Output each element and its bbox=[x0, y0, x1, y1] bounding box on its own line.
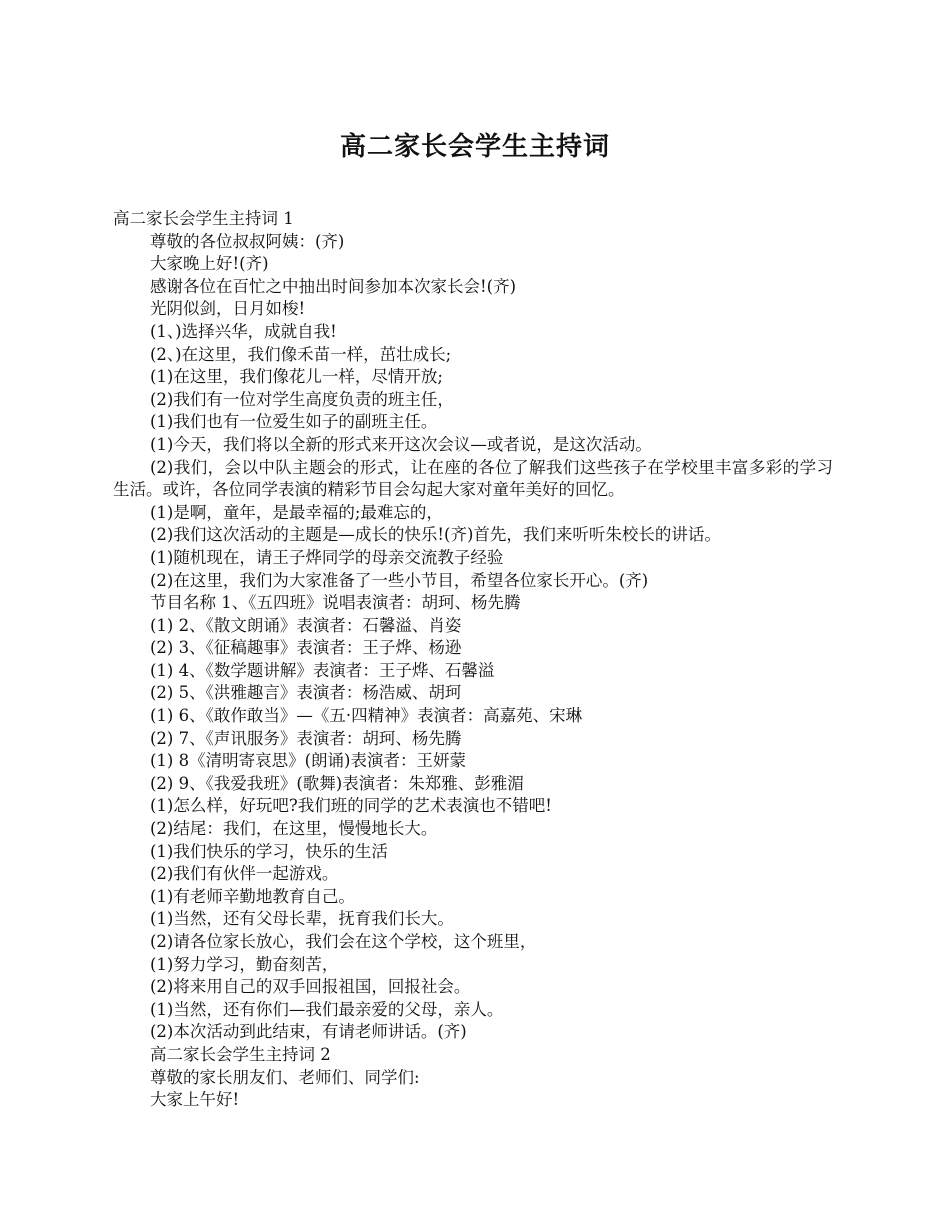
paragraph: (1) 2、《散文朗诵》表演者：石馨溢、肖姿 bbox=[150, 615, 462, 635]
paragraph: 感谢各位在百忙之中抽出时间参加本次家长会!(齐) bbox=[150, 276, 517, 296]
paragraph: (2)我们，会以中队主题会的形式，让在座的各位了解我们这些孩子在学校里丰富多彩的学习生活。或许，各位同学表演的精彩节目会勾起大家对童年美好的回忆。 bbox=[113, 457, 833, 500]
paragraph: (1)我们快乐的学习，快乐的生活 bbox=[150, 841, 388, 861]
paragraph: (2)我们有一位对学生高度负责的班主任， bbox=[150, 389, 454, 409]
paragraph: (2) 5、《洪雅趣言》表演者：杨浩威、胡珂 bbox=[150, 683, 462, 703]
paragraph: (2、)在这里，我们像禾苗一样，茁壮成长; bbox=[150, 344, 452, 364]
paragraph: (1)随机现在，请王子烨同学的母亲交流教子经验 bbox=[150, 547, 504, 567]
paragraph: 尊敬的各位叔叔阿姨：(齐) bbox=[150, 231, 345, 251]
paragraph: (1) 8《清明寄哀思》(朗诵)表演者：王妍蒙 bbox=[150, 751, 466, 771]
paragraph: (1)努力学习，勤奋刻苦， bbox=[150, 954, 339, 974]
paragraph: (2)结尾：我们，在这里，慢慢地长大。 bbox=[150, 819, 438, 839]
paragraph: (2) 7、《声讯服务》表演者：胡珂、杨先腾 bbox=[150, 728, 462, 748]
paragraph: (2) 9、《我爱我班》(歌舞)表演者：朱郑雅、彭雅湄 bbox=[150, 773, 524, 793]
paragraph: 尊敬的家长朋友们、老师们、同学们: bbox=[150, 1067, 420, 1087]
paragraph: 大家晚上好!(齐) bbox=[150, 254, 269, 274]
page-title: 高二家长会学生主持词 bbox=[339, 132, 610, 163]
document-body bbox=[113, 208, 833, 1112]
paragraph: (1)当然，还有父母长辈，抚育我们长大。 bbox=[150, 909, 454, 929]
paragraph: (2)请各位家长放心，我们会在这个学校，这个班里， bbox=[150, 932, 537, 951]
paragraph: (1) 4、《数学题讲解》表演者：王子烨、石馨溢 bbox=[150, 660, 495, 680]
paragraph: (1) 6、《敢作敢当》—《五·四精神》表演者：高嘉苑、宋琳 bbox=[150, 706, 583, 726]
paragraph: (2)我们这次活动的主题是—成长的快乐!(齐)首先，我们来听听朱校长的讲话。 bbox=[150, 525, 721, 545]
paragraph: (1)怎么样，好玩吧?我们班的同学的艺术表演也不错吧! bbox=[150, 796, 552, 816]
paragraph: (1)在这里，我们像花儿一样，尽情开放; bbox=[150, 367, 443, 387]
paragraph: 光阴似剑，日月如梭! bbox=[150, 299, 306, 319]
paragraph: (2)在这里，我们为大家准备了一些小节目，希望各位家长开心。(齐) bbox=[150, 570, 649, 590]
paragraph: (1)我们也有一位爱生如子的副班主任。 bbox=[150, 412, 438, 432]
paragraph: 高二家长会学生主持词 1 bbox=[113, 209, 294, 228]
paragraph: 大家上午好! bbox=[150, 1090, 240, 1110]
paragraph: (1)是啊，童年，是最幸福的;最难忘的， bbox=[150, 502, 443, 522]
paragraph: (1、)选择兴华，成就自我! bbox=[150, 321, 337, 341]
paragraph: (2) 3、《征稿趣事》表演者：王子烨、杨逊 bbox=[150, 638, 462, 658]
paragraph: (2)将来用自己的双手回报祖国，回报社会。 bbox=[150, 977, 471, 997]
paragraph: 节目名称 1、《五四班》说唱表演者：胡珂、杨先腾 bbox=[150, 593, 521, 613]
paragraph: (2)我们有伙伴一起游戏。 bbox=[150, 864, 339, 884]
paragraph: (1)有老师辛勤地教育自己。 bbox=[150, 886, 355, 906]
paragraph: 高二家长会学生主持词 2 bbox=[150, 1044, 331, 1064]
paragraph: (2)本次活动到此结束，有请老师讲话。(齐) bbox=[150, 1022, 467, 1042]
paragraph: (1)今天，我们将以全新的形式来开这次会议—或者说，是这次活动。 bbox=[150, 434, 652, 454]
paragraph: (1)当然，还有你们—我们最亲爱的父母，亲人。 bbox=[150, 999, 504, 1019]
